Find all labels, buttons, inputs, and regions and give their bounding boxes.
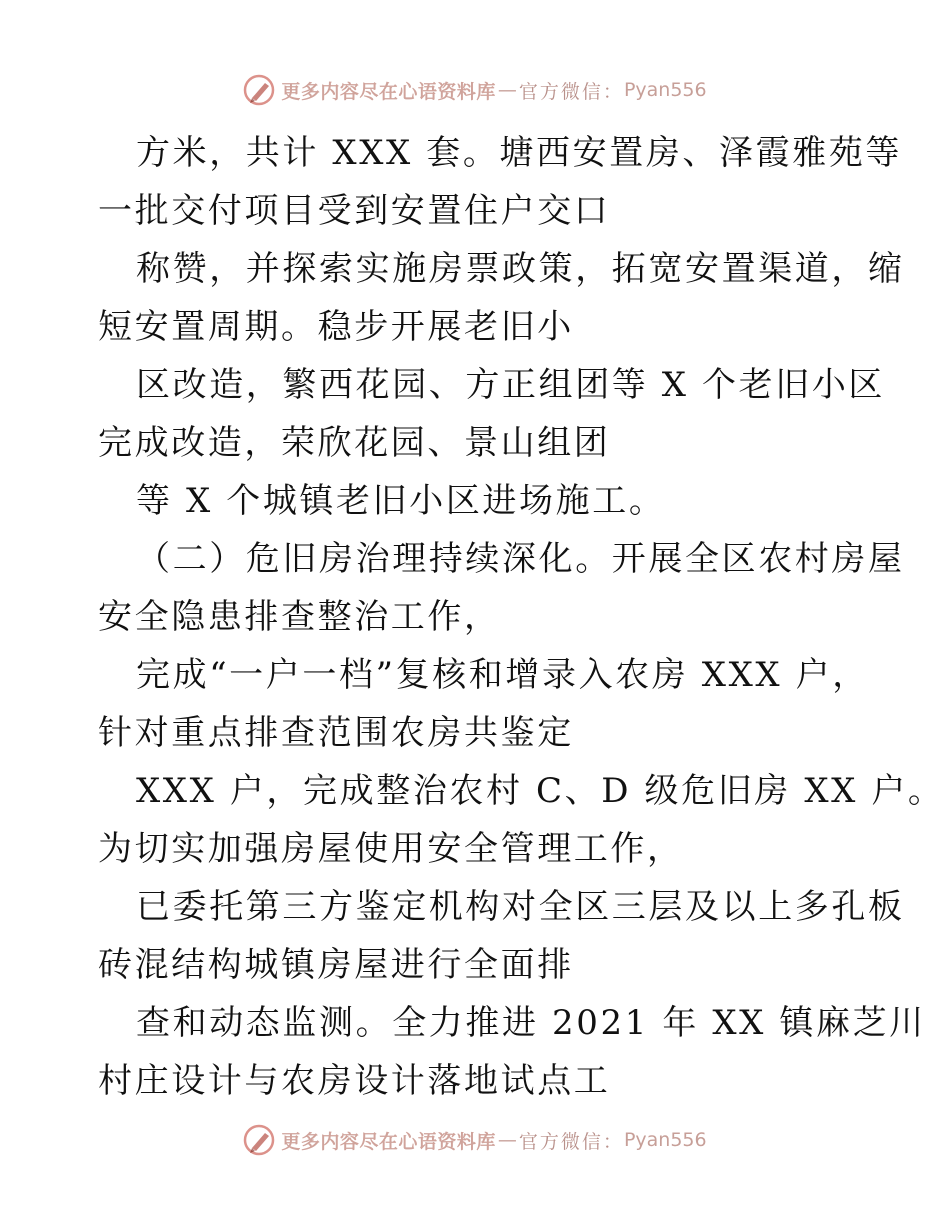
text-line: 安全隐患排查整治工作， (98, 597, 501, 637)
text-line: 为切实加强房屋使用安全管理工作， (98, 829, 684, 869)
text-line: 针对重点排查范围农房共鉴定 (98, 713, 574, 753)
pen-logo-icon (243, 1123, 277, 1157)
document-body (98, 124, 945, 1110)
watermark-separator: — (497, 79, 517, 101)
watermark-wechat-id: Pyan556 (623, 79, 707, 101)
watermark-wechat-id: Pyan556 (623, 1129, 707, 1151)
header-watermark (0, 68, 950, 112)
text-line: 称赞，并探索实施房票政策，拓宽安置渠道，缩 (136, 249, 905, 289)
text-line: 完成改造，荣欣花园、景山组团 (98, 423, 611, 463)
watermark-main-text: 更多内容尽在心语资料库 (281, 1130, 496, 1153)
text-line: 方米，共计 XXX 套。塘西安置房、泽霞雅苑等 (136, 133, 903, 173)
text-line: 区改造，繁西花园、方正组团等 X 个老旧小区 (136, 365, 886, 405)
pen-logo-icon (243, 73, 277, 107)
section-heading-line: （二）危旧房治理持续深化。开展全区农村房屋 (136, 539, 905, 579)
text-line: 一批交付项目受到安置住户交口 (98, 191, 611, 231)
watermark-main-text: 更多内容尽在心语资料库 (281, 80, 496, 103)
watermark-official-label: 官方微信： (518, 80, 624, 103)
text-line: 村庄设计与农房设计落地试点工 (98, 1061, 611, 1101)
text-line: 砖混结构城镇房屋进行全面排 (98, 945, 574, 985)
text-line: XXX 户，完成整治农村 C、D 级危旧房 XX 户。 (136, 771, 945, 811)
text-line: 等 X 个城镇老旧小区进场施工。 (136, 481, 666, 521)
text-line: 短安置周期。稳步开展老旧小 (98, 307, 574, 347)
text-line: 完成“一户一档”复核和增录入农房 XXX 户， (136, 655, 869, 695)
text-line: 查和动态监测。全力推进 2021 年 XX 镇麻芝川 (136, 1003, 926, 1043)
watermark-separator: — (497, 1129, 517, 1151)
text-line: 已委托第三方鉴定机构对全区三层及以上多孔板 (136, 887, 905, 927)
watermark-official-label: 官方微信： (518, 1130, 624, 1153)
footer-watermark (0, 1118, 950, 1162)
